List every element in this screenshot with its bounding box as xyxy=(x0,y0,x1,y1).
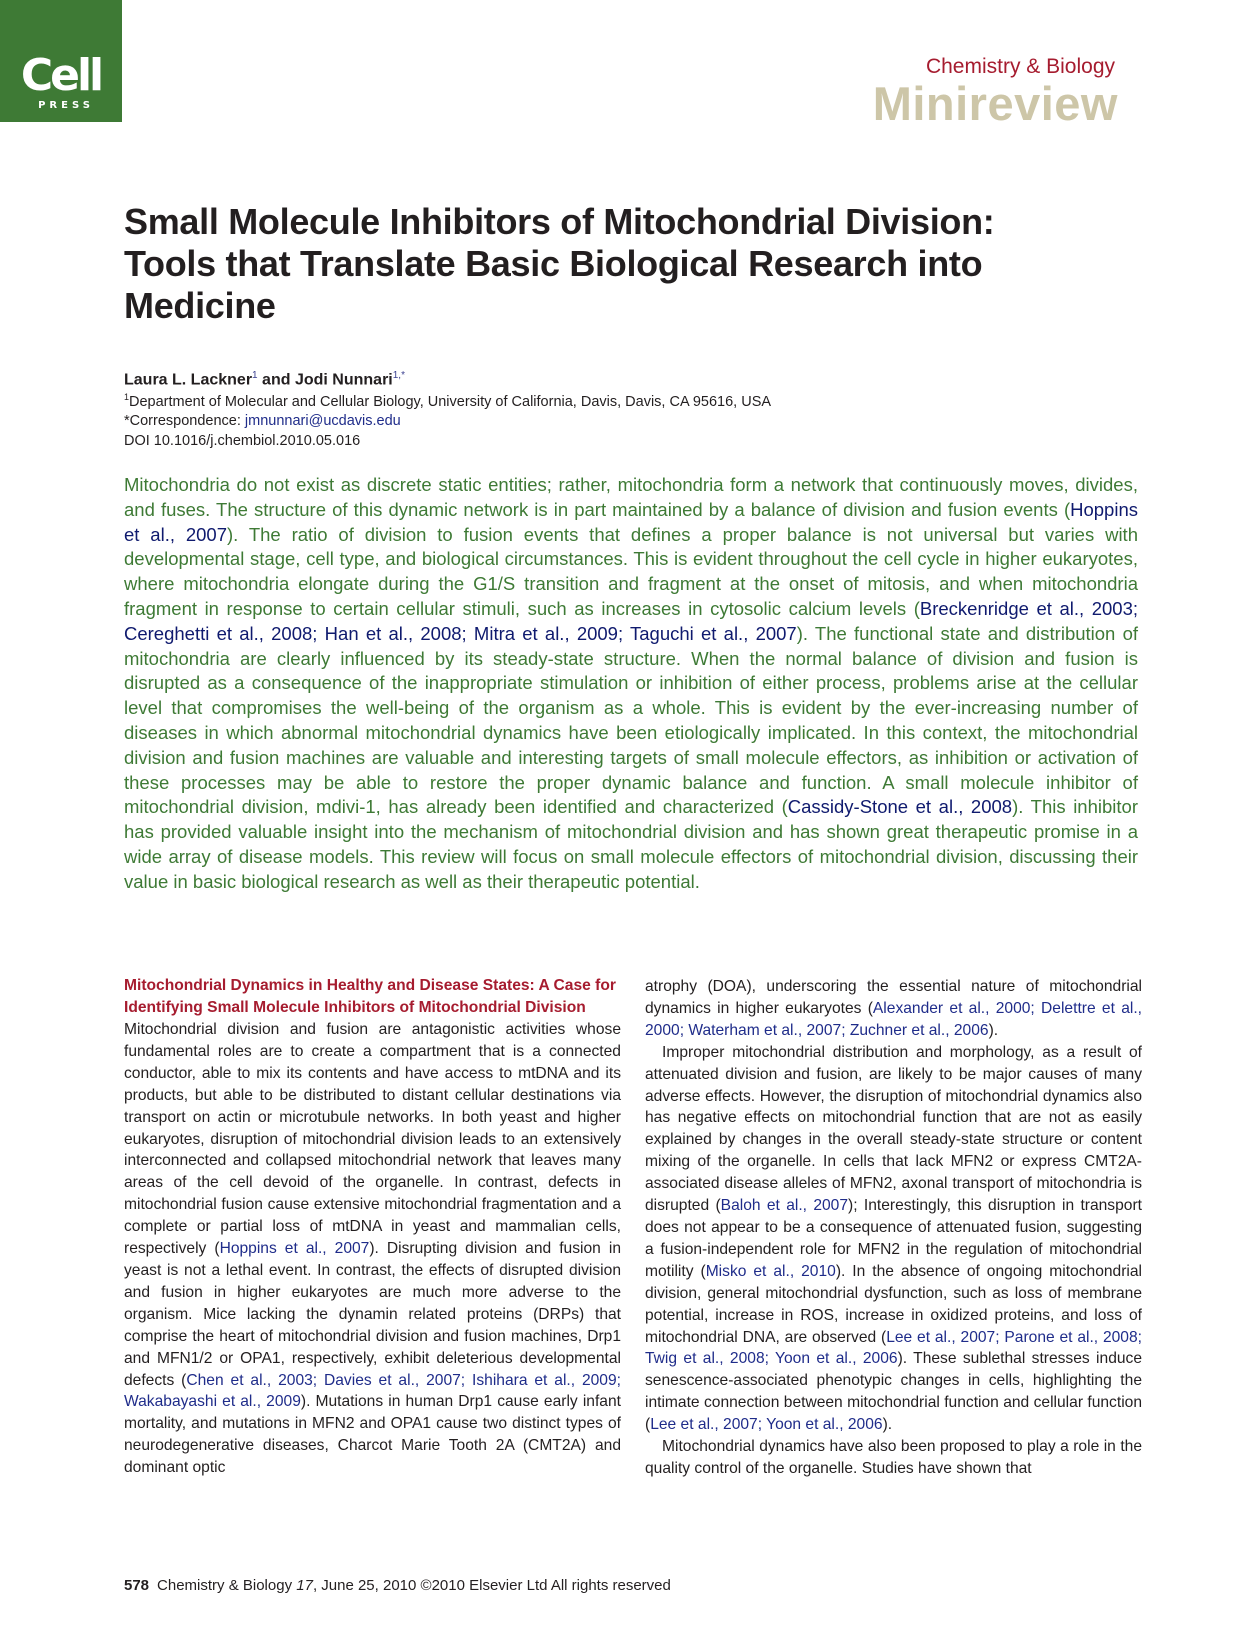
left-column xyxy=(124,975,621,1479)
section-heading: Mitochondrial Dynamics in Healthy and Disease States: A Case for Identifying Small Molecule Inhibitors of Mitochondrial Division xyxy=(124,977,616,1016)
logo-text: Cell xyxy=(20,50,102,101)
citation-link[interactable]: Hoppins et al., 2007 xyxy=(219,1240,370,1258)
body-paragraph xyxy=(645,976,1142,1042)
text-run: ). The functional state and distribution of mitochondria are clearly influenced by its steady-state structure. When the normal balance of division and fusion is disrupted as a consequence of the inappropriate stimulation or inhibition of either process, problems arise at the cellular level that compromises the well-being of the organism as a whole. This is evident by the ever-increasing number of diseases in which abnormal mitochondrial dynamics have been etiologically implicated. In this context, the mitochondrial division and fusion machines are valuable and interesting targets of small molecule effectors, as inhibition or activation of these processes may be able to restore the proper dynamic balance and function. A small molecule inhibitor of mitochondrial division, mdivi-1, has already been identified and characterized ( xyxy=(124,622,1139,818)
affiliation-text: Department of Molecular and Cellular Biology, University of California, Davis, Davis, CA 95616, USA xyxy=(129,393,772,410)
text-run: Mitochondrial dynamics have also been proposed to play a role in the quality control of the organelle. Studies have shown that xyxy=(645,1438,1142,1477)
footer-volume: 17 xyxy=(296,1577,313,1594)
text-run: Mitochondrial division and fusion are antagonistic activities whose fundamental roles are to create a compartment that is a connected conductor, able to mix its contents and have access to mtDNA and its products, but able to be distributed to distant cellular destinations via transport on actin or microtubule networks. In both yeast and higher eukaryotes, disruption of mitochondrial division leads to an extensively interconnected and collapsed mitochondrial network that leaves many areas of the cell devoid of the organelle. In contrast, defects in mitochondrial fusion cause extensive mitochondrial fragmentation and a complete or partial loss of mtDNA in yeast and mammalian cells, respectively ( xyxy=(124,1021,621,1258)
citation-link[interactable]: Misko et al., 2010 xyxy=(705,1262,836,1280)
text-run: ). Mutations in human Drp1 cause early infant mortality, and mutations in MFN2 and OPA1 cause two distinct types of neurodegenerative diseases, Charcot Marie Tooth 2A (CMT2A) and dominant optic xyxy=(124,1393,621,1477)
page-footer xyxy=(124,1577,671,1594)
text-run: ). Disrupting division and fusion in yeast is not a lethal event. In contrast, the effects of disrupted division and fusion in higher eukaryotes are much more adverse to the organism. Mice lacking the dynamin related proteins (DRPs) that comprise the heart of mitochondrial division and fusion machines, Drp1 and MFN1/2 or OPA1, respectively, exhibit deleterious developmental defects ( xyxy=(124,1240,621,1389)
doi: DOI 10.1016/j.chembiol.2010.05.016 xyxy=(124,432,361,449)
correspondence xyxy=(124,412,771,432)
affiliation-mark: 1 xyxy=(124,392,130,402)
body-paragraph xyxy=(645,1042,1142,1436)
text-run: Improper mitochondrial distribution and morphology, as a result of attenuated division and fusion, are likely to be major causes of many adverse effects. However, the disruption of mitochondrial dynamics also has negative effects on mitochondrial function that are not as easily explained by changes in the overall steady-state structure or content mixing of the organelle. In cells that lack MFN2 or express CMT2A-associated disease alleles of MFN2, axonal transport of mitochondria is disrupted ( xyxy=(645,1043,1142,1215)
citation-link[interactable]: Cassidy-Stone et al., 2008 xyxy=(787,796,1013,818)
text-run: ). This inhibitor has provided valuable insight into the mechanism of mitochondrial division and has shown great therapeutic promise in a wide array of disease models. This review will focus on small molecule effectors of mitochondrial division, discussing their value in basic biological research as well as their therapeutic potential. xyxy=(124,796,1138,892)
correspondence-email-link[interactable]: jmnunnari@ucdavis.edu xyxy=(244,413,401,430)
article-type: Minireview xyxy=(872,77,1118,130)
text-run: Mitochondria do not exist as discrete static entities; rather, mitochondria form a network that continuously moves, divides, and fuses. The structure of this dynamic network is in part maintained by a balance of division and fusion events ( xyxy=(124,474,1138,520)
text-run: ). These sublethal stresses induce senescence-associated phenotypic changes in cells, highlighting the intimate connection between mitochondrial function and cellular function ( xyxy=(645,1350,1143,1434)
text-run: ); Interestingly, this disruption in transport does not appear to be a consequence of attenuated fusion, suggesting a fusion-independent role for MFN2 in the regulation of mitochondrial motility ( xyxy=(645,1197,1142,1280)
author-affiliation-mark: 1,* xyxy=(392,370,405,381)
text-run: ). The ratio of division to fusion events that defines a proper balance is not universal but varies with developmental stage, cell type, and biological circumstances. This is evident throughout the cell cycle in higher eukaryotes, where mitochondria elongate during the G1/S transition and fragment at the onset of mitosis, and when mitochondria fragment in response to certain cellular stimuli, such as increases in cytosolic calcium levels ( xyxy=(124,523,1138,619)
text-run: ). xyxy=(882,1416,893,1434)
citation-link[interactable]: Breckenridge et al., 2003; Cereghetti et al., 2008; Han et al., 2008; Mitra et al., 2009; Taguchi et al., 2007 xyxy=(124,597,1139,644)
footer-journal: Chemistry & Biology xyxy=(157,1577,297,1594)
abstract xyxy=(124,473,1138,895)
author-name: Jodi Nunnari xyxy=(294,371,393,389)
body-paragraph xyxy=(645,1436,1142,1480)
article-title: Small Molecule Inhibitors of Mitochondrial Division: Tools that Translate Basic Biological Research into Medicine xyxy=(124,201,995,326)
footer-copyright: , June 25, 2010 ©2010 Elsevier Ltd All rights reserved xyxy=(312,1577,671,1594)
author-list xyxy=(124,366,405,390)
author-affiliation-mark: 1 xyxy=(252,370,258,381)
logo-subtext: PRESS xyxy=(38,100,94,111)
citation-link[interactable]: Chen et al., 2003; Davies et al., 2007; Ishihara et al., 2009; Wakabayashi et al., 2009 xyxy=(124,1371,621,1411)
journal-name: Chemistry & Biology xyxy=(925,55,1115,78)
citation-link[interactable]: Alexander et al., 2000; Delettre et al., 2000; Waterham et al., 2007; Zuchner et al., 2006 xyxy=(645,999,1142,1039)
citation-link[interactable]: Lee et al., 2007; Parone et al., 2008; Twig et al., 2008; Yoon et al., 2006 xyxy=(645,1328,1142,1368)
correspondence-label: *Correspondence: xyxy=(124,413,245,430)
body-paragraph xyxy=(124,1019,621,1479)
author-name: Laura L. Lackner xyxy=(124,371,253,389)
text-run: atrophy (DOA), underscoring the essential nature of mitochondrial dynamics in higher eukaryotes ( xyxy=(645,978,1142,1017)
text-run: ). xyxy=(988,1021,999,1039)
citation-link[interactable]: Baloh et al., 2007 xyxy=(720,1197,849,1215)
text-run: ). In the absence of ongoing mitochondrial division, general mitochondrial dysfunction, such as loss of membrane potential, increase in ROS, increase in oxidized proteins, and loss of mitochondrial DNA, are observed ( xyxy=(645,1262,1143,1346)
citation-link[interactable]: Hoppins et al., 2007 xyxy=(124,498,1138,545)
right-column xyxy=(645,976,1142,1480)
citation-link[interactable]: Lee et al., 2007; Yoon et al., 2006 xyxy=(650,1416,883,1434)
affiliation xyxy=(124,388,771,412)
cell-press-logo xyxy=(0,0,122,122)
affiliation-block xyxy=(124,388,771,451)
author-conjunction: and xyxy=(257,371,295,389)
page-number: 578 xyxy=(124,1577,150,1594)
